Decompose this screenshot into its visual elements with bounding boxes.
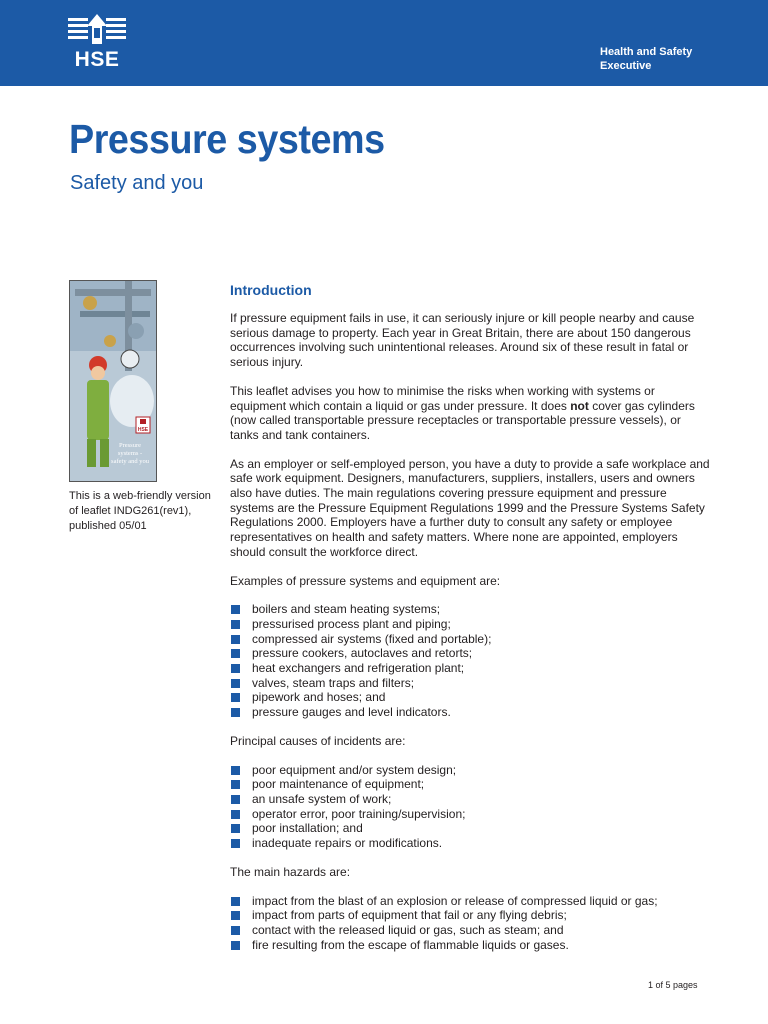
hazards-list [230, 894, 710, 953]
cover-text-line3: safety and you [111, 458, 149, 465]
list-item: valves, steam traps and filters; [230, 676, 710, 691]
main-content [230, 282, 710, 966]
square-bullet-icon [231, 605, 240, 614]
list-item: heat exchangers and refrigeration plant; [230, 661, 710, 676]
list-item: poor installation; and [230, 821, 710, 836]
square-bullet-icon [231, 635, 240, 644]
cover-illustration [70, 281, 156, 481]
list-intro: The main hazards are: [230, 864, 351, 879]
square-bullet-icon [231, 649, 240, 658]
cover-badge-text: HSE [137, 427, 149, 433]
square-bullet-icon [231, 911, 240, 920]
list-item: operator error, poor training/supervision; [230, 807, 710, 822]
paragraph: As an employer or self-employed person, you have a duty to provide a safe workplace and safe work equipment. Designers, manufacturers, suppliers, installers, users and owners also have duties. The main regulations covering pressure equipment and pressure systems are the Pressure Equipment Regulations 1999 and the Pressure Systems Safety Regulations 2000. Employers have a further duty to consult any safety or employee representatives on health and safety matters. Where none are appointed, employers should consult the workforce direct. [230, 456, 710, 559]
header-banner [0, 0, 768, 86]
list-item: contact with the released liquid or gas, such as steam; and [230, 923, 710, 938]
list-item: impact from parts of equipment that fail or any flying debris; [230, 908, 710, 923]
square-bullet-icon [231, 679, 240, 688]
square-bullet-icon [231, 941, 240, 950]
square-bullet-icon [231, 926, 240, 935]
hse-logo-text: HSE [74, 48, 120, 71]
square-bullet-icon [231, 664, 240, 673]
paragraph: If pressure equipment fails in use, it can seriously injure or kill people nearby and cause serious damage to property. Each year in Great Britain, there are about 150 dangerous occurrences involving such unintentional releases. Around six of these result in fatal or serious injury. [230, 311, 695, 370]
leaflet-cover-image [69, 280, 157, 482]
list-item: an unsafe system of work; [230, 792, 710, 807]
square-bullet-icon [231, 897, 240, 906]
list-item: inadequate repairs or modifications. [230, 836, 710, 851]
page-subtitle: Safety and you [70, 172, 204, 194]
page-number: 1 of 5 pages [648, 980, 698, 990]
list-intro: Principal causes of incidents are: [230, 733, 406, 748]
paragraph: This leaflet advises you how to minimise the risks when working with systems or equipment which contain a liquid or gas under pressure. It does not cover gas cylinders (now called transportable pressure receptacles or transportable pressure vessels), or tanks and tank containers. [230, 383, 695, 442]
causes-list [230, 763, 710, 851]
square-bullet-icon [231, 824, 240, 833]
list-item: poor equipment and/or system design; [230, 763, 710, 778]
list-item: poor maintenance of equipment; [230, 777, 710, 792]
list-intro: Examples of pressure systems and equipment are: [230, 573, 501, 588]
square-bullet-icon [231, 693, 240, 702]
square-bullet-icon [231, 766, 240, 775]
page-title: Pressure systems [69, 116, 385, 162]
square-bullet-icon [231, 780, 240, 789]
list-item: impact from the blast of an explosion or release of compressed liquid or gas; [230, 894, 710, 909]
list-item: pressure cookers, autoclaves and retorts; [230, 646, 710, 661]
list-item: pressure gauges and level indicators. [230, 705, 710, 720]
square-bullet-icon [231, 620, 240, 629]
list-item: compressed air systems (fixed and portable); [230, 632, 710, 647]
examples-list [230, 602, 710, 720]
square-bullet-icon [231, 839, 240, 848]
cover-text-line2: systems - [117, 450, 143, 457]
square-bullet-icon [231, 810, 240, 819]
square-bullet-icon [231, 795, 240, 804]
list-item: pressurised process plant and piping; [230, 617, 710, 632]
section-heading-introduction: Introduction [230, 282, 312, 298]
cover-text-line1: Pressure [118, 442, 142, 449]
list-item: boilers and steam heating systems; [230, 602, 710, 617]
square-bullet-icon [231, 708, 240, 717]
list-item: fire resulting from the escape of flammable liquids or gases. [230, 938, 710, 953]
web-version-note: This is a web-friendly version of leaflet INDG261(rev1), published 05/01 [69, 490, 211, 532]
organisation-name: Health and Safety Executive [600, 46, 693, 72]
list-item: pipework and hoses; and [230, 690, 710, 705]
